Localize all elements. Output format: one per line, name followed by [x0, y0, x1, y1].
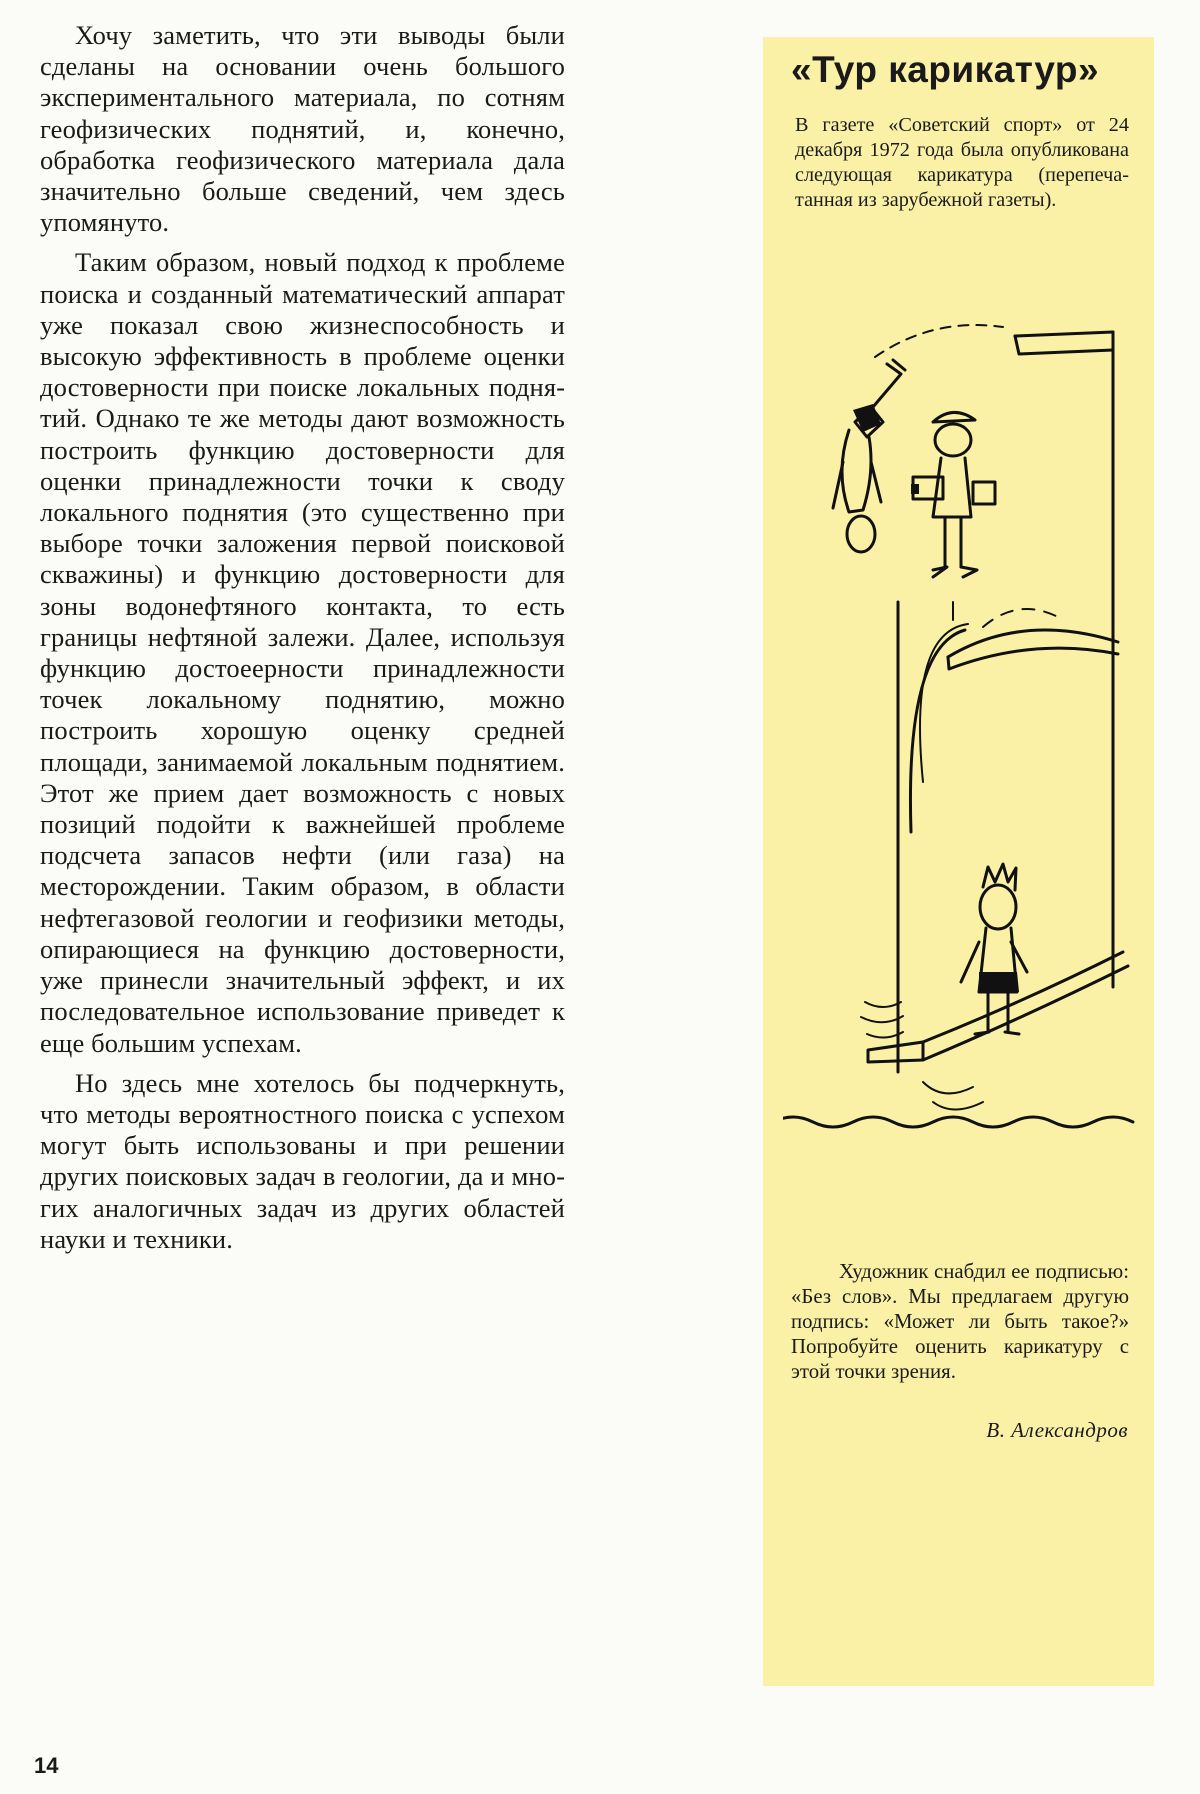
article-column: [40, 20, 565, 1264]
sidebar-intro: В газете «Советский спорт» от 24 декабря 1972 года была опубликована следующая карикатура (перепечатанная из зарубежной газеты).: [795, 114, 1129, 211]
page-number: 14: [34, 1753, 59, 1778]
article-paragraph-1: Хочу заметить, что эти выводы были сделаны на основании очень большого экспериментального материала, по сотням геофизических поднятий, и, конечно, обработка геофизического материала дала значительно больше сведений, чем здесь упомянуто.: [40, 20, 565, 238]
sidebar-caption: Художник снабдил ее подписью: «Без слов». Мы предлагаем другую подпись: «Может ли быть такое?» Попробуйте оценить карикатуру с этой точки зрения.: [791, 1260, 1129, 1383]
sidebar-title: «Тур карикатур»: [791, 49, 1100, 90]
sidebar-author: В. Александров: [986, 1418, 1128, 1442]
article-paragraph-2: Таким образом, новый подход к проблеме поиска и созданный математический аппарат уже показал свою жизнеспособность и высокую эффективность в проблеме оценки достоверности при поиске локальных поднятий. Однако те же методы дают возможность построить функцию достоверности для оценки принадлежности точки к своду локального поднятия (это существенно при выборе точки заложения первой поисковой скважины) и функцию достоверности для зоны водонефтяного контакта, то есть границы нефтяной залежи. Далее, используя функцию достоеерности принадлежности точек локальному поднятию, можно построить хорошую оценку средней площади, занимаемой локальным поднятием. Этот же прием дает возможность с новых позиций подойти к важнейшей проблеме подсчета запасов нефти (или газа) на месторождении. Таким образом, в области нефтегазовой геологии и геофизики методы, опирающиеся на функцию достоверности, уже принесли значительный эффект, и их последовательное использование приведет к еще большим успехам.: [40, 247, 565, 1058]
caricature-sidebar: [763, 37, 1154, 1686]
article-paragraph-3: Но здесь мне хотелось бы подчеркнуть, что методы вероятностного поиска с успехом могут быть использованы и при решении других поисковых задач в геологии, да и многих аналогичных задач из других областей науки и техники.: [40, 1067, 565, 1254]
diver-cartoon-icon: [783, 312, 1143, 1182]
